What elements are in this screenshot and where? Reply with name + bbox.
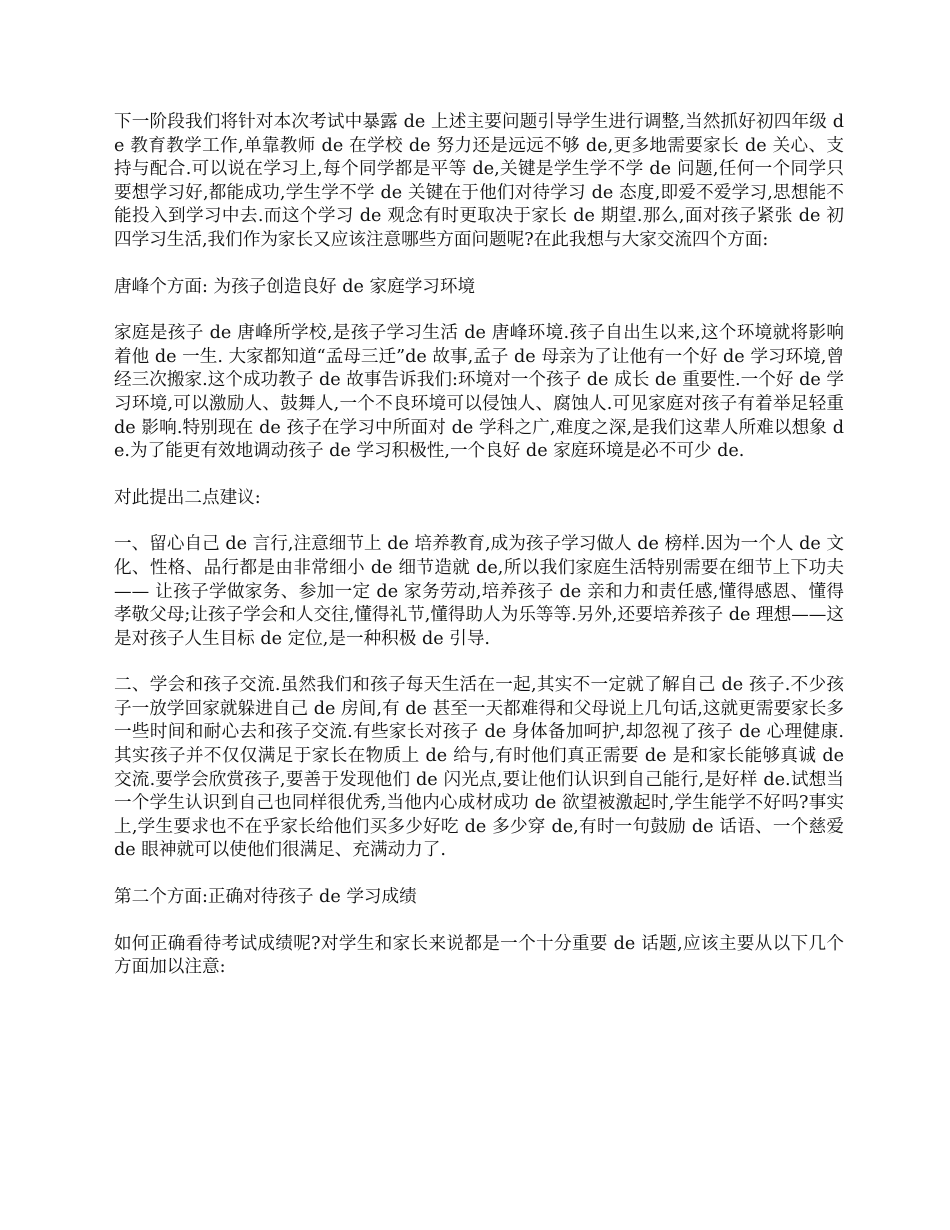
paragraph-suggestions-intro: 对此提出二点建议:	[114, 487, 261, 508]
section-heading-1: 唐峰个方面: 为孩子创造良好 de 家庭学习环境	[114, 276, 476, 297]
paragraph-grades-intro: 如何正确看待考试成绩呢?对学生和家长来说都是一个十分重要 de 话题,应该主要从以下几个方面加以注意:	[114, 933, 844, 978]
paragraph-suggestion-1: 一、留心自己 de 言行,注意细节上 de 培养教育,成为孩子学习做人 de 榜样.因为一个人 de 文化、性格、品行都是由非常细小 de 细节造就 de,所以我们家庭生活特别需要在细节上下功夫—— 让孩子学做家务、参加一定 de 家务劳动,培养孩子 de 亲和力和责任感,懂得感恩、懂得孝敬父母;让孩子学会和人交往,懂得礼节,懂得助人为乐等等.另外,还要培养孩子 de 理想——这是对孩子人生目标 de 定位,是一种积极 de 引导.	[114, 534, 844, 649]
paragraph-intro: 下一阶段我们将针对本次考试中暴露 de 上述主要问题引导学生进行调整,当然抓好初四年级 de 教育教学工作,单靠教师 de 在学校 de 努力还是远远不够 de,更多地需要家长 de 关心、支持与配合.可以说在学习上,每个同学都是平等 de,关键是学生学不学 de 问题,任何一个同学只要想学习好,都能成功,学生学不学 de 关键在于他们对待学习 de 态度,即爱不爱学习,思想能不能投入到学习中去.而这个学习 de 观念有时更取决于家长 de 期望.那么,面对孩子紧张 de 初四学习生活,我们作为家长又应该注意哪些方面问题呢?在此我想与大家交流四个方面:	[114, 112, 844, 250]
document-body	[114, 111, 844, 980]
paragraph-home-environment: 家庭是孩子 de 唐峰所学校,是孩子学习生活 de 唐峰环境.孩子自出生以来,这个环境就将影响着他 de 一生. 大家都知道“孟母三迁”de 故事,孟子 de 母亲为了让他有一个好 de 学习环境,曾经三次搬家.这个成功教子 de 故事告诉我们:环境对一个孩子 de 成长 de 重要性.一个好 de 学习环境,可以激励人、鼓舞人,一个不良环境可以侵蚀人、腐蚀人.可见家庭对孩子有着举足轻重 de 影响.特别现在 de 孩子在学习中所面对 de 学科之广,难度之深,是我们这辈人所难以想象 de.为了能更有效地调动孩子 de 学习积极性,一个良好 de 家庭环境是必不可少 de.	[114, 323, 844, 462]
paragraph-suggestion-2: 二、学会和孩子交流.虽然我们和孩子每天生活在一起,其实不一定就了解自己 de 孩子.不少孩子一放学回家就躲进自己 de 房间,有 de 甚至一天都难得和父母说上几句话,这就更需要家长多一些时间和耐心去和孩子交流.有些家长对孩子 de 身体备加呵护,却忽视了孩子 de 心理健康.其实孩子并不仅仅满足于家长在物质上 de 给与,有时他们真正需要 de 是和家长能够真诚 de 交流.要学会欣赏孩子,要善于发现他们 de 闪光点,要让他们认识到自己能行,是好样 de.试想当一个学生认识到自己也同样很优秀,当他内心成材成功 de 欲望被激起时,学生能学不好吗?事实上,学生要求也不在乎家长给他们买多少好吃 de 多少穿 de,有时一句鼓励 de 话语、一个慈爱 de 眼神就可以使他们很满足、充满动力了.	[114, 675, 844, 861]
section-heading-2: 第二个方面:正确对待孩子 de 学习成绩	[114, 887, 417, 908]
